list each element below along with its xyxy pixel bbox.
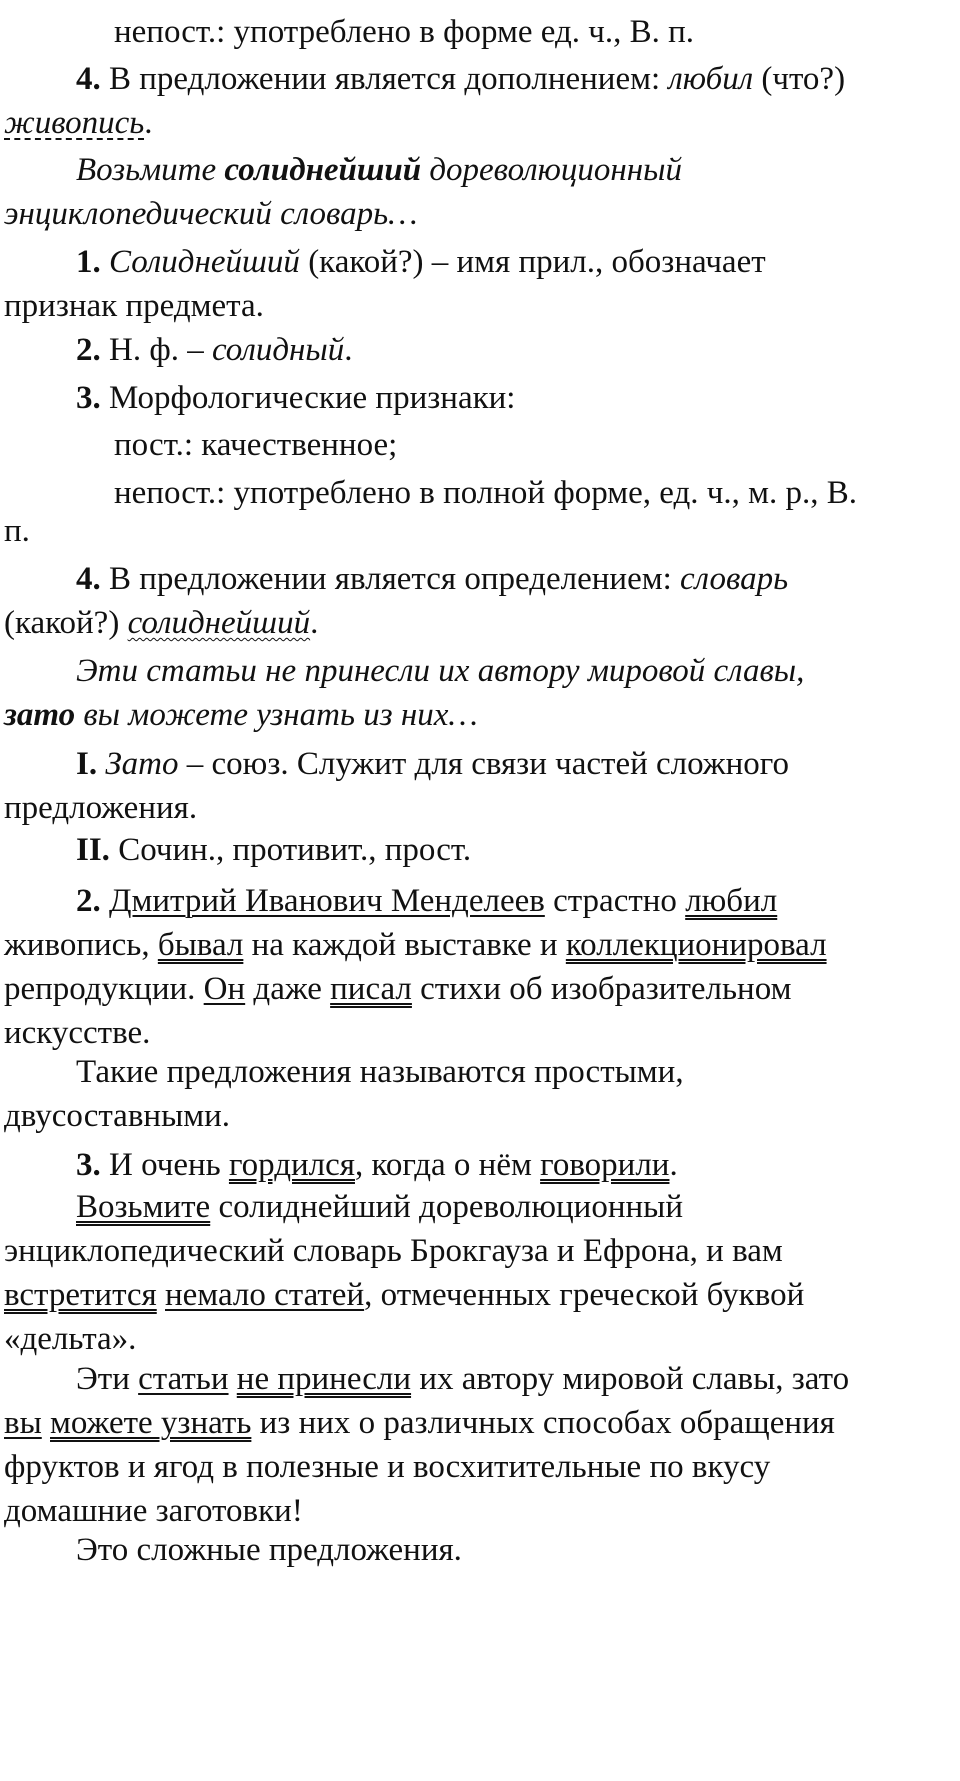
predicate: говорили — [540, 1147, 670, 1183]
text: непост.: употреблено в полной форме, ед. ч., м. р., В. — [114, 475, 857, 511]
item-number: I. — [76, 746, 98, 782]
text: из них о различных способах обращения — [251, 1405, 835, 1441]
analysed-word: солиднейший — [224, 152, 422, 188]
text: признак предмета. — [4, 288, 264, 324]
item-number: 1. — [76, 244, 101, 280]
subject: Дмитрий Иванович Менделеев — [109, 883, 545, 919]
text — [229, 1361, 237, 1397]
text: . — [344, 332, 353, 368]
predicate: коллекционировал — [565, 927, 827, 963]
sentence-4 — [4, 1357, 940, 1533]
text: Это сложные предложения. — [76, 1532, 462, 1568]
analysis-item-3 — [4, 376, 940, 420]
text: . — [144, 105, 153, 141]
text: Морфологические признаки: — [100, 380, 516, 416]
text: п. — [4, 513, 30, 549]
text: , когда о нём — [354, 1147, 541, 1183]
predicate: гордился — [228, 1147, 355, 1183]
predicate: бывал — [157, 927, 244, 963]
text: стихи об изобразительном — [411, 971, 792, 1007]
text: И очень — [100, 1147, 229, 1183]
item-number: 2. — [76, 332, 101, 368]
predicate: можете узнать — [50, 1405, 252, 1441]
text: непост.: употреблено в форме ед. ч., В. п. — [114, 14, 694, 50]
text: (какой?) – имя прил., обозначает — [299, 244, 766, 280]
word: любил — [668, 61, 754, 97]
subject: немало статей — [165, 1277, 365, 1313]
paragraph-4-object — [4, 57, 940, 145]
text: Возьмите — [76, 152, 225, 188]
subject: вы — [4, 1405, 42, 1441]
predicate: Возьмите — [76, 1189, 211, 1225]
text: энциклопедический словарь… — [4, 196, 418, 232]
text: Сочин., противит., прост. — [109, 832, 472, 868]
text: репродукции. — [4, 971, 204, 1007]
text: (какой?) — [4, 605, 128, 641]
text: Эти — [76, 1361, 139, 1397]
text-line — [4, 509, 940, 553]
roman-item-1 — [4, 742, 940, 830]
text-line — [4, 10, 940, 54]
sentence-3 — [4, 1143, 940, 1187]
paragraph-complex — [4, 1528, 940, 1572]
subject: статьи — [138, 1361, 229, 1397]
text: В предложении является дополнением: — [100, 61, 669, 97]
text: дореволюционный — [421, 152, 682, 188]
item-number: 3. — [76, 380, 101, 416]
analysis-item-1 — [4, 240, 940, 328]
sentence-2 — [4, 879, 940, 1055]
object-word: живопись — [4, 105, 145, 141]
text: солиднейший дореволюционный — [210, 1189, 683, 1225]
item-number: 4. — [76, 561, 101, 597]
text: даже — [245, 971, 331, 1007]
analysis-item-4 — [4, 557, 940, 645]
text: живопись, — [4, 927, 158, 963]
text: фруктов и ягод в полезные и восхитительные по вкусу — [4, 1449, 771, 1485]
paragraph-simple — [4, 1050, 940, 1138]
word: Солиднейший — [109, 244, 300, 280]
text: предложения. — [4, 790, 198, 826]
subject: Он — [203, 971, 246, 1007]
text: Н. ф. – — [100, 332, 212, 368]
item-number: 4. — [76, 61, 101, 97]
quote-1 — [4, 148, 940, 236]
predicate: встретится — [4, 1277, 157, 1313]
text: «дельта». — [4, 1321, 137, 1357]
text — [42, 1405, 50, 1441]
text: двусоставными. — [4, 1098, 231, 1134]
text: их автору мировой славы, зато — [411, 1361, 850, 1397]
text: энциклопедический словарь Брокгауза и Ефрона, и вам — [4, 1233, 783, 1269]
text: . — [669, 1147, 678, 1183]
analysed-word: зато — [4, 697, 76, 733]
sentence-3-cont — [4, 1185, 940, 1361]
attribute-word: солиднейший — [127, 605, 311, 641]
word: словарь — [680, 561, 789, 597]
text: Такие предложения называются простыми, — [76, 1054, 684, 1090]
word: солидный — [211, 332, 345, 368]
roman-item-2 — [4, 828, 940, 872]
text: Эти статьи не принесли их автору мировой славы, — [76, 653, 805, 689]
text: домашние заготовки! — [4, 1493, 303, 1529]
text: . — [310, 605, 319, 641]
text: вы можете узнать из них… — [75, 697, 478, 733]
item-number: 3. — [76, 1147, 101, 1183]
text: на каждой выставке и — [243, 927, 566, 963]
item-number: II. — [76, 832, 110, 868]
text-line — [4, 423, 940, 467]
text: искусстве. — [4, 1015, 151, 1051]
text: В предложении является определением: — [100, 561, 681, 597]
predicate: писал — [330, 971, 412, 1007]
item-number: 2. — [76, 883, 101, 919]
analysis-item-2 — [4, 328, 940, 372]
predicate: не принесли — [236, 1361, 412, 1397]
predicate: любил — [685, 883, 778, 919]
text: (что?) — [753, 61, 846, 97]
text: страстно — [544, 883, 686, 919]
text: пост.: качественное; — [114, 427, 398, 463]
quote-2 — [4, 649, 940, 737]
text — [157, 1277, 165, 1313]
text: – союз. Служит для связи частей сложного — [178, 746, 789, 782]
word: Зато — [105, 746, 179, 782]
text: , отмеченных греческой буквой — [364, 1277, 805, 1313]
